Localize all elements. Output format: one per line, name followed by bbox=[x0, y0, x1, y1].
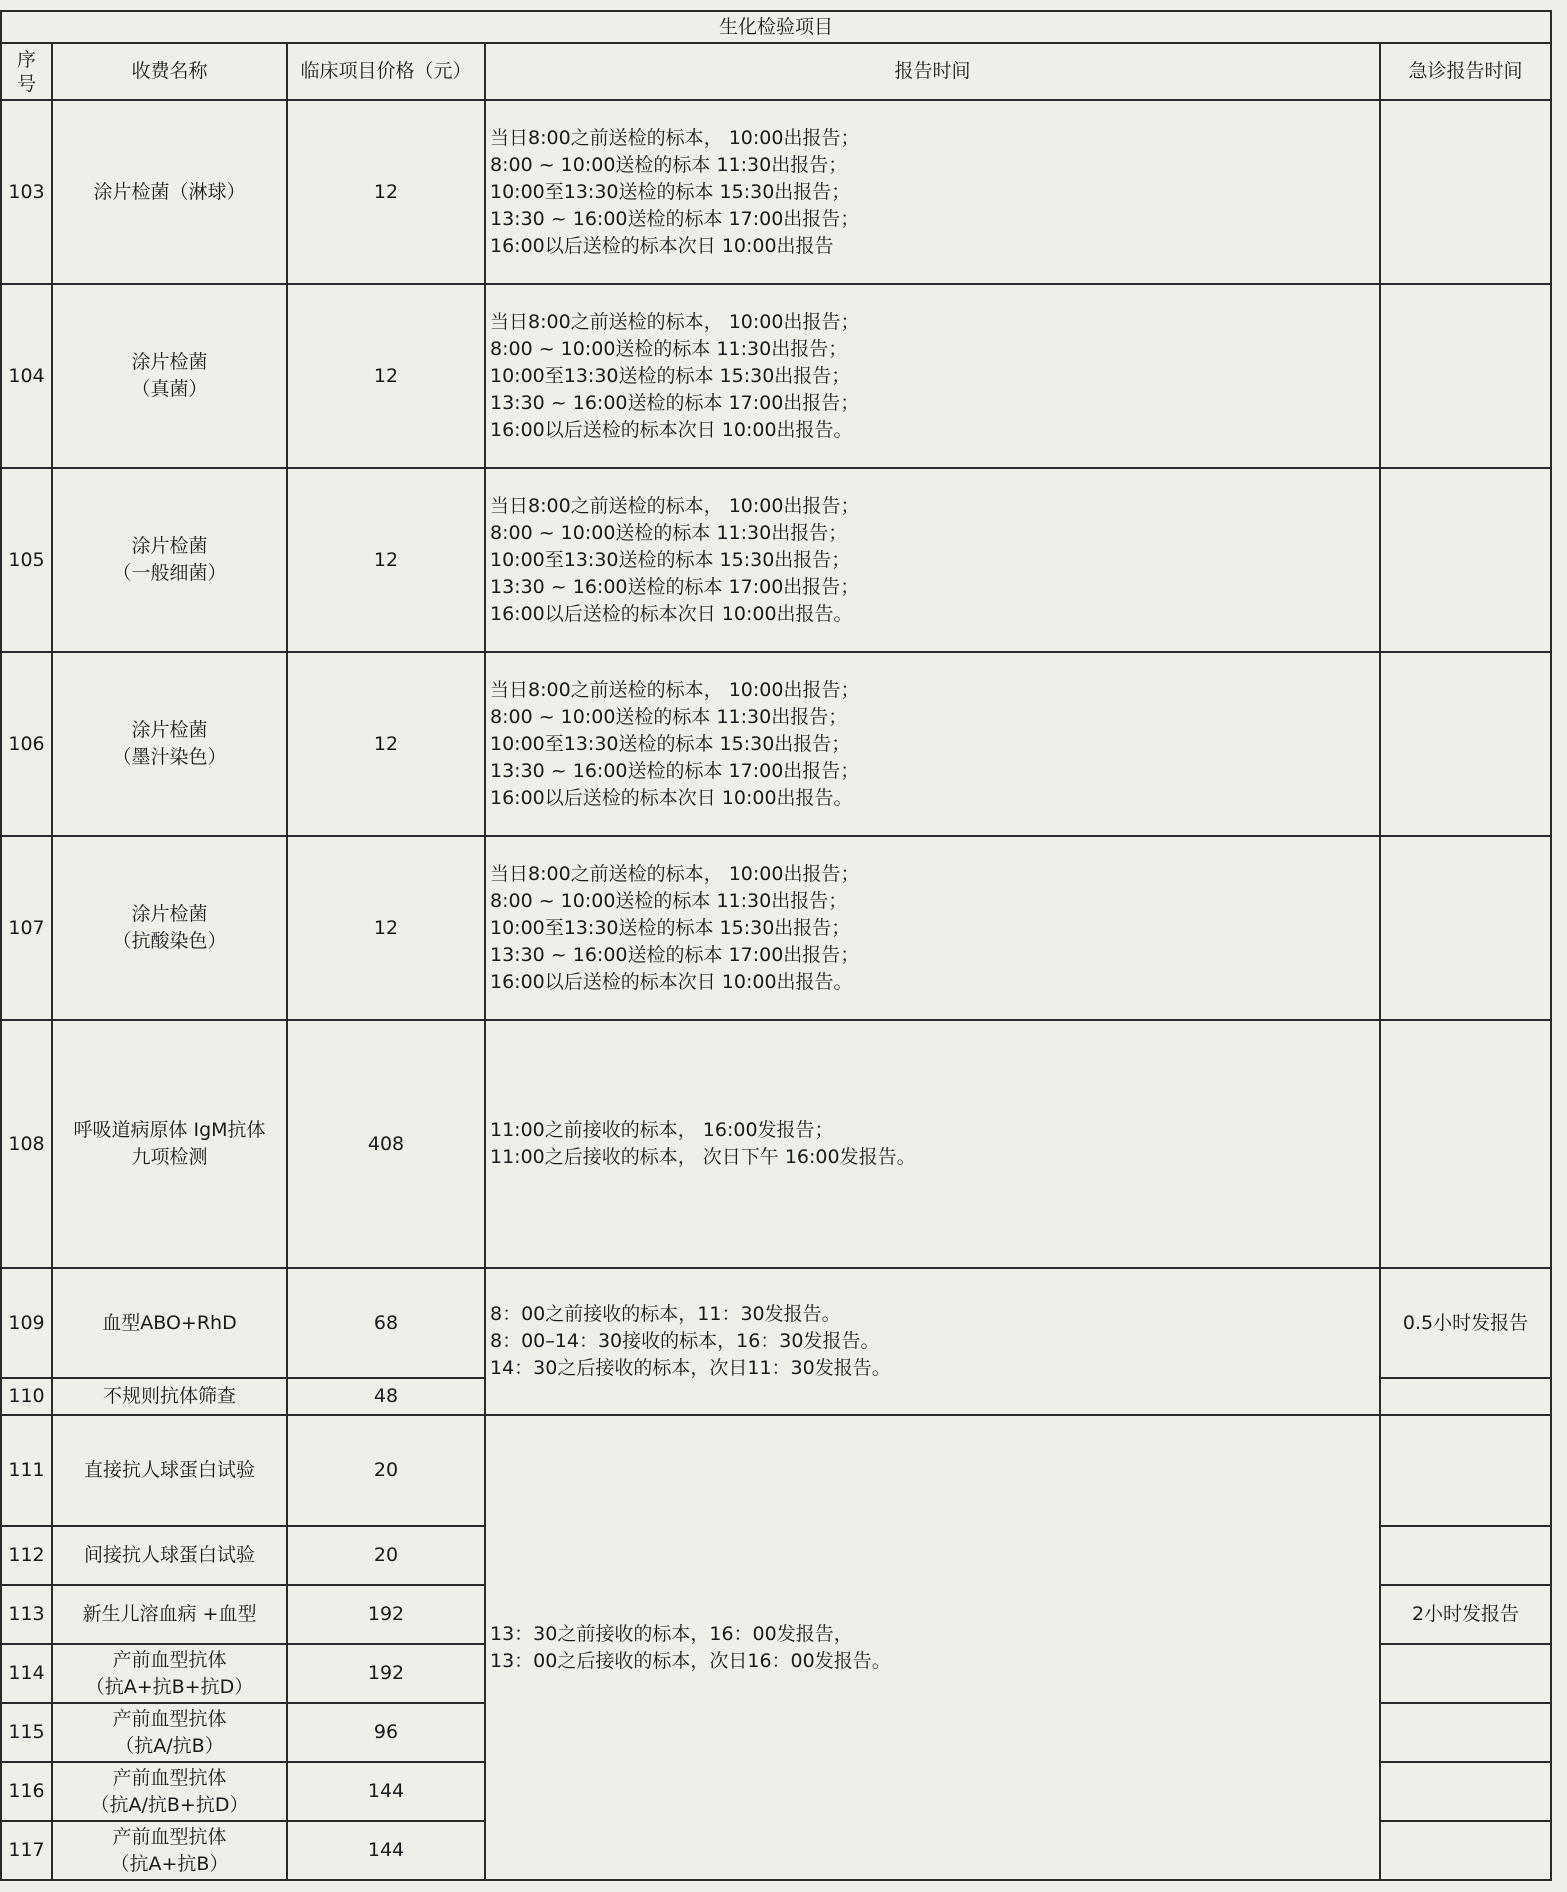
row-seq: 115 bbox=[1, 1703, 52, 1762]
report-line: 16:00以后送检的标本次日 10:00出报告 bbox=[490, 234, 834, 257]
table-row bbox=[1, 1415, 1551, 1526]
row-price: 96 bbox=[287, 1703, 485, 1762]
report-line: 11:00之后接收的标本， 次日下午 16:00发报告。 bbox=[490, 1146, 916, 1168]
row-name-line: 呼吸道病原体 IgM抗体 bbox=[73, 1119, 266, 1141]
row-name bbox=[52, 1020, 287, 1268]
row-report-time bbox=[485, 468, 1380, 652]
report-line: 13：00之后接收的标本，次日16：00发报告。 bbox=[490, 1649, 891, 1672]
report-line: 13:30 ~ 16:00送检的标本 17:00出报告； bbox=[490, 207, 860, 230]
report-line: 当日8:00之前送检的标本， 10:00出报告； bbox=[490, 494, 860, 517]
report-line: 16:00以后送检的标本次日 10:00出报告。 bbox=[490, 970, 853, 993]
row-seq: 105 bbox=[1, 468, 52, 652]
report-line: 8:00 ~ 10:00送检的标本 11:30出报告； bbox=[490, 889, 848, 912]
header-seq bbox=[1, 43, 52, 100]
row-name-line: （抗A+抗B） bbox=[110, 1852, 229, 1875]
report-line: 8：00之前接收的标本，11：30发报告。 bbox=[490, 1303, 841, 1325]
row-emergency-time bbox=[1380, 1526, 1551, 1585]
row-price: 408 bbox=[287, 1020, 485, 1268]
report-line: 当日8:00之前送检的标本， 10:00出报告； bbox=[490, 126, 860, 149]
report-line: 8:00 ~ 10:00送检的标本 11:30出报告； bbox=[490, 337, 848, 360]
header-report-time: 报告时间 bbox=[485, 43, 1380, 100]
row-emergency-time: 2小时发报告 bbox=[1380, 1585, 1551, 1644]
row-name bbox=[52, 1526, 287, 1585]
row-name-line: 血型ABO+RhD bbox=[102, 1311, 237, 1334]
table-row bbox=[1, 652, 1551, 836]
row-name-line: 产前血型抗体 bbox=[112, 1825, 227, 1848]
report-line: 8:00 ~ 10:00送检的标本 11:30出报告； bbox=[490, 521, 848, 544]
row-emergency-time bbox=[1380, 284, 1551, 468]
row-emergency-time: 0.5小时发报告 bbox=[1380, 1268, 1551, 1378]
row-seq: 111 bbox=[1, 1415, 52, 1526]
row-name-line: 涂片检菌 bbox=[131, 535, 208, 557]
row-name-line: （墨汁染色） bbox=[112, 746, 227, 768]
row-emergency-time bbox=[1380, 1415, 1551, 1526]
row-name-line: （抗A/抗B+抗D） bbox=[90, 1793, 249, 1816]
row-price: 12 bbox=[287, 836, 485, 1020]
row-name-line: （真菌） bbox=[131, 378, 208, 400]
row-name-line: 产前血型抗体 bbox=[112, 1766, 227, 1789]
row-emergency-time bbox=[1380, 1762, 1551, 1821]
report-line: 10:00至13:30送检的标本 15:30出报告； bbox=[490, 548, 851, 571]
row-name bbox=[52, 1585, 287, 1644]
row-name-line: （抗酸染色） bbox=[112, 930, 227, 952]
row-report-time bbox=[485, 1268, 1380, 1415]
row-report-time bbox=[485, 652, 1380, 836]
header-price: 临床项目价格（元） bbox=[287, 43, 485, 100]
report-line: 13：30之前接收的标本，16：00发报告， bbox=[490, 1622, 853, 1645]
row-report-time bbox=[485, 100, 1380, 284]
row-seq: 116 bbox=[1, 1762, 52, 1821]
row-name bbox=[52, 836, 287, 1020]
table-row bbox=[1, 468, 1551, 652]
row-name bbox=[52, 1762, 287, 1821]
table-row bbox=[1, 1020, 1551, 1268]
report-line: 13:30 ~ 16:00送检的标本 17:00出报告； bbox=[490, 575, 860, 598]
row-name-line: （一般细菌） bbox=[112, 562, 227, 584]
row-price: 192 bbox=[287, 1644, 485, 1703]
report-line: 13:30 ~ 16:00送检的标本 17:00出报告； bbox=[490, 391, 860, 414]
table-row bbox=[1, 100, 1551, 284]
row-emergency-time bbox=[1380, 836, 1551, 1020]
row-price: 12 bbox=[287, 284, 485, 468]
row-name-line: 不规则抗体筛查 bbox=[102, 1385, 236, 1407]
row-seq: 107 bbox=[1, 836, 52, 1020]
row-name bbox=[52, 1268, 287, 1378]
row-price: 12 bbox=[287, 652, 485, 836]
report-line: 当日8:00之前送检的标本， 10:00出报告； bbox=[490, 310, 860, 333]
row-name-line: 间接抗人球蛋白试验 bbox=[83, 1544, 255, 1566]
row-emergency-time bbox=[1380, 1821, 1551, 1880]
row-name bbox=[52, 1703, 287, 1762]
row-seq: 103 bbox=[1, 100, 52, 284]
row-name-line: 产前血型抗体 bbox=[112, 1648, 227, 1671]
report-line: 11:00之前接收的标本， 16:00发报告； bbox=[490, 1119, 834, 1141]
row-name-line: 九项检测 bbox=[131, 1146, 208, 1168]
row-name-line: 产前血型抗体 bbox=[112, 1707, 227, 1730]
report-line: 8:00 ~ 10:00送检的标本 11:30出报告； bbox=[490, 705, 848, 728]
row-emergency-time bbox=[1380, 1020, 1551, 1268]
report-line: 当日8:00之前送检的标本， 10:00出报告； bbox=[490, 678, 860, 701]
report-line: 16:00以后送检的标本次日 10:00出报告。 bbox=[490, 418, 853, 441]
row-seq: 108 bbox=[1, 1020, 52, 1268]
row-report-time bbox=[485, 1415, 1380, 1880]
row-price: 144 bbox=[287, 1821, 485, 1880]
report-line: 8:00 ~ 10:00送检的标本 11:30出报告； bbox=[490, 153, 848, 176]
row-price: 12 bbox=[287, 100, 485, 284]
row-name-line: 直接抗人球蛋白试验 bbox=[83, 1459, 255, 1481]
report-line: 13:30 ~ 16:00送检的标本 17:00出报告； bbox=[490, 943, 860, 966]
row-seq: 114 bbox=[1, 1644, 52, 1703]
header-seq-line-2: 号 bbox=[16, 72, 36, 95]
row-name bbox=[52, 1378, 287, 1415]
row-name bbox=[52, 1415, 287, 1526]
row-emergency-time bbox=[1380, 1703, 1551, 1762]
row-price: 20 bbox=[287, 1415, 485, 1526]
report-line: 16:00以后送检的标本次日 10:00出报告。 bbox=[490, 786, 853, 809]
row-name-line: 涂片检菌（淋球） bbox=[93, 180, 246, 203]
row-name-line: 涂片检菌 bbox=[131, 351, 208, 373]
row-emergency-time bbox=[1380, 1378, 1551, 1415]
row-name-line: 新生儿溶血病 +血型 bbox=[82, 1603, 257, 1625]
table-row bbox=[1, 284, 1551, 468]
row-name-line: （抗A+抗B+抗D） bbox=[85, 1675, 254, 1698]
report-line: 8：00–14：30接收的标本，16：30发报告。 bbox=[490, 1330, 880, 1352]
row-report-time bbox=[485, 284, 1380, 468]
row-report-time bbox=[485, 1020, 1380, 1268]
report-line: 10:00至13:30送检的标本 15:30出报告； bbox=[490, 732, 851, 755]
row-seq: 117 bbox=[1, 1821, 52, 1880]
row-seq: 113 bbox=[1, 1585, 52, 1644]
row-emergency-time bbox=[1380, 100, 1551, 284]
report-line: 10:00至13:30送检的标本 15:30出报告； bbox=[490, 364, 851, 387]
row-price: 48 bbox=[287, 1378, 485, 1415]
row-price: 144 bbox=[287, 1762, 485, 1821]
header-name: 收费名称 bbox=[52, 43, 287, 100]
row-name-line: 涂片检菌 bbox=[131, 903, 208, 925]
report-line: 10:00至13:30送检的标本 15:30出报告； bbox=[490, 916, 851, 939]
table-row bbox=[1, 1268, 1551, 1378]
report-line: 10:00至13:30送检的标本 15:30出报告； bbox=[490, 180, 851, 203]
lab-items-table bbox=[0, 10, 1552, 1881]
row-emergency-time bbox=[1380, 652, 1551, 836]
row-name bbox=[52, 652, 287, 836]
row-price: 68 bbox=[287, 1268, 485, 1378]
row-name-line: （抗A/抗B） bbox=[115, 1734, 224, 1757]
row-seq: 104 bbox=[1, 284, 52, 468]
row-report-time bbox=[485, 836, 1380, 1020]
report-line: 16:00以后送检的标本次日 10:00出报告。 bbox=[490, 602, 853, 625]
row-name bbox=[52, 1821, 287, 1880]
row-price: 192 bbox=[287, 1585, 485, 1644]
header-emergency-time: 急诊报告时间 bbox=[1380, 43, 1551, 100]
row-seq: 106 bbox=[1, 652, 52, 836]
row-seq: 110 bbox=[1, 1378, 52, 1415]
row-name bbox=[52, 284, 287, 468]
row-name bbox=[52, 1644, 287, 1703]
row-seq: 112 bbox=[1, 1526, 52, 1585]
report-line: 13:30 ~ 16:00送检的标本 17:00出报告； bbox=[490, 759, 860, 782]
row-seq: 109 bbox=[1, 1268, 52, 1378]
row-price: 20 bbox=[287, 1526, 485, 1585]
row-name bbox=[52, 100, 287, 284]
table-row bbox=[1, 836, 1551, 1020]
table-title: 生化检验项目 bbox=[1, 11, 1551, 43]
row-name bbox=[52, 468, 287, 652]
header-seq-line-1: 序 bbox=[16, 48, 36, 71]
row-name-line: 涂片检菌 bbox=[131, 719, 208, 741]
row-emergency-time bbox=[1380, 1644, 1551, 1703]
report-line: 当日8:00之前送检的标本， 10:00出报告； bbox=[490, 862, 860, 885]
report-line: 14：30之后接收的标本，次日11：30发报告。 bbox=[490, 1357, 891, 1379]
row-price: 12 bbox=[287, 468, 485, 652]
row-emergency-time bbox=[1380, 468, 1551, 652]
